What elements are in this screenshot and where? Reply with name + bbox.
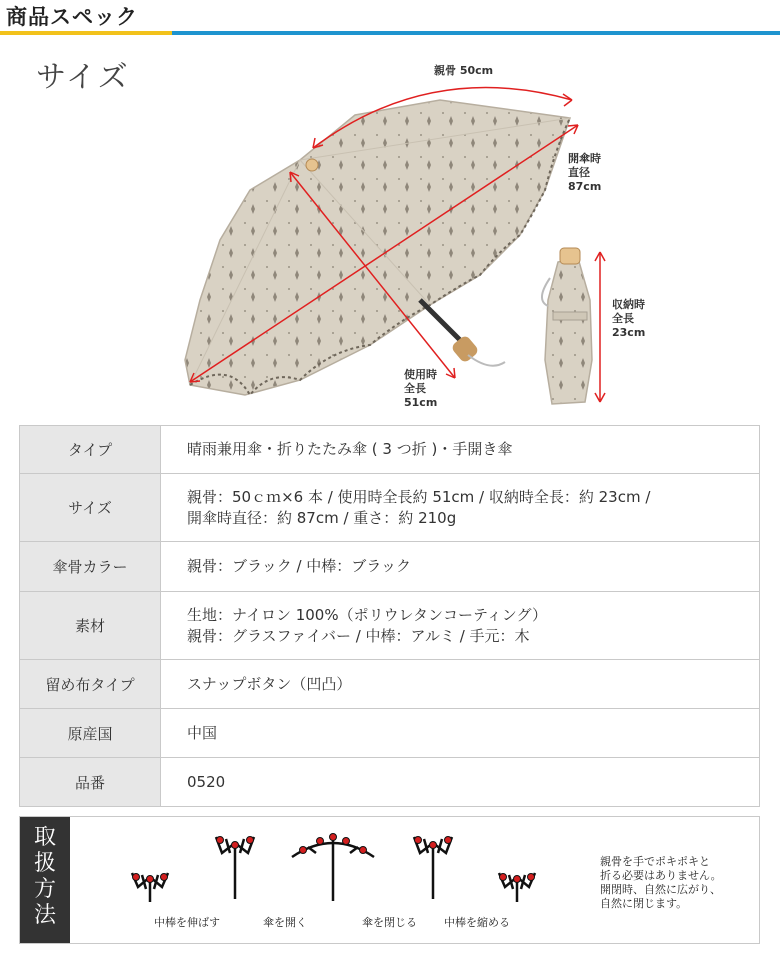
spec-value: 親骨：50ｃｍ×6 本 / 使用時全長約 51cm / 収納時全長：約 23cm / 開傘時直径：約 87cm / 重さ：約 210g (161, 474, 760, 542)
spec-value: 0520 (161, 758, 760, 807)
table-row (20, 709, 760, 758)
spec-key: サイズ (20, 474, 161, 542)
table-row (20, 660, 760, 709)
spec-key: 原産国 (20, 709, 161, 758)
spec-key: 素材 (20, 592, 161, 660)
header-accent-blue (172, 31, 780, 35)
umbrella-illustration (0, 40, 780, 420)
handling-note: 親骨を手でポキポキと 折る必要はありません。 開閉時、自然に広がり、 自然に閉じます。 (600, 855, 722, 910)
size-heading: サイズ (36, 60, 130, 95)
folded-umbrella-image (542, 248, 592, 404)
table-row (20, 592, 760, 660)
step-label: 傘を閉じる (362, 916, 417, 929)
handling-label: 取 扱 方 法 (20, 817, 70, 943)
spec-key: 留め布タイプ (20, 660, 161, 709)
total-length-label: 使用時 全長 51cm (404, 368, 438, 409)
table-row (20, 758, 760, 807)
spec-key: タイプ (20, 426, 161, 474)
header-accent-yellow (0, 31, 172, 35)
table-row (20, 542, 760, 592)
spec-value: 中国 (161, 709, 760, 758)
page-title: 商品スペック (6, 5, 138, 29)
step-label: 中棒を伸ばす (154, 916, 220, 929)
spec-value: スナップボタン（凹凸） (161, 660, 760, 709)
open-diameter-label: 開傘時 直径 87cm (568, 152, 602, 193)
folded-length-label: 収納時 全長 23cm (612, 298, 646, 339)
spec-value: 親骨：ブラック / 中棒：ブラック (161, 542, 760, 592)
table-row (20, 426, 760, 474)
step-label: 中棒を縮める (444, 916, 510, 929)
spec-table (19, 425, 760, 807)
handling-section (19, 816, 760, 944)
spec-key: 傘骨カラー (20, 542, 161, 592)
open-umbrella-image (185, 100, 570, 395)
spec-value: 生地：ナイロン 100%（ポリウレタンコーティング） 親骨：グラスファイバー / 中棒：アルミ / 手元：木 (161, 592, 760, 660)
spec-key: 品番 (20, 758, 161, 807)
step-label: 傘を開く (263, 916, 307, 929)
spec-value: 晴雨兼用傘・折りたたみ傘 ( 3 つ折 )・手開き傘 (161, 426, 760, 474)
table-row (20, 474, 760, 542)
rib-length-label: 親骨 50cm (434, 64, 494, 77)
page-header (0, 0, 780, 36)
